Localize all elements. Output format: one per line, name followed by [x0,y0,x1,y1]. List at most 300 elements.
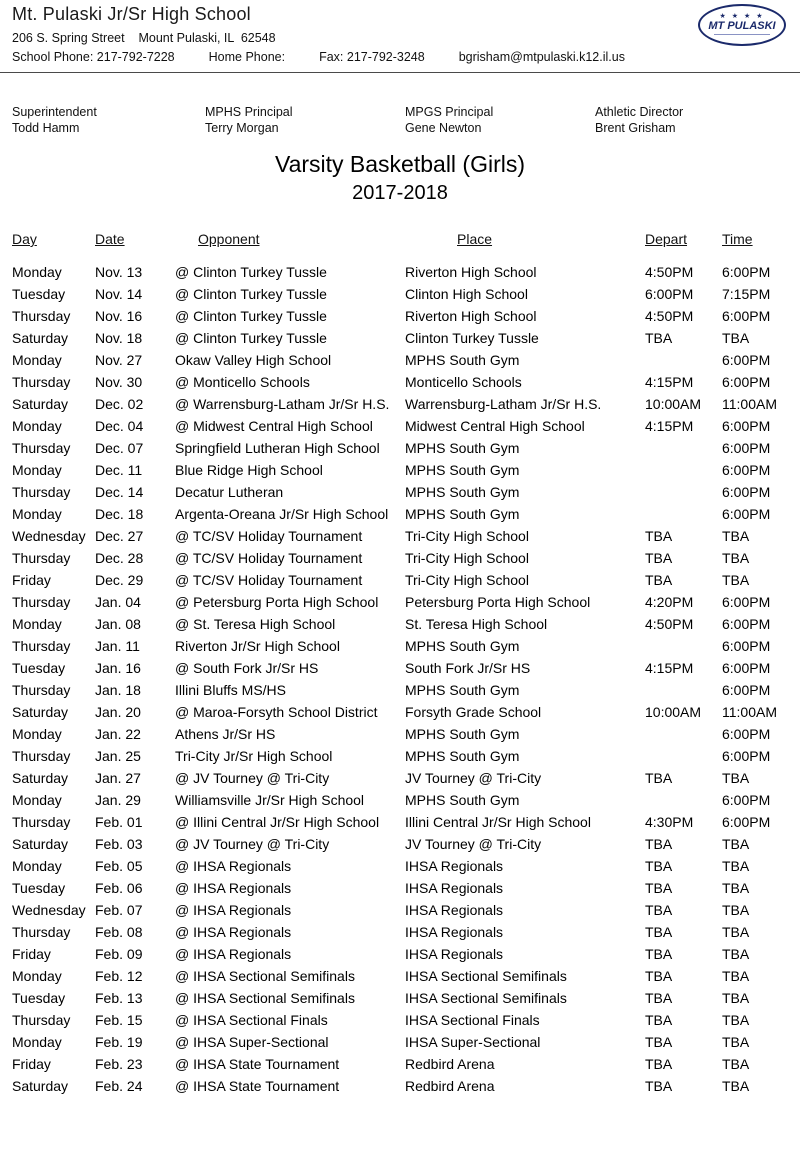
column-header-place: Place [457,231,493,247]
cell-day: Monday [12,725,62,742]
schedule-row [12,393,788,415]
page-subtitle: 2017-2018 [352,182,448,204]
schedule-row [12,503,788,525]
logo-text: MT PULASKI [708,20,776,32]
cell-day: Tuesday [12,879,66,896]
schedule-row [12,855,788,877]
cell-time: 6:00PM [722,417,771,434]
cell-time: 6:00PM [722,505,771,522]
cell-date: Feb. 12 [95,967,143,984]
schedule-row [12,459,788,481]
cell-depart [645,503,722,525]
cell-date: Dec. 29 [95,571,144,588]
cell-day: Thursday [12,483,71,500]
cell-opponent: @ IHSA Regionals [175,923,292,940]
cell-place: IHSA Regionals [405,923,504,940]
cell-place: Warrensburg-Latham Jr/Sr H.S. [405,395,602,412]
cell-place: Riverton High School [405,307,537,324]
cell-date: Jan. 04 [95,593,141,610]
cell-place: MPHS South Gym [405,483,520,500]
cell-depart: TBA [645,1055,673,1072]
cell-time: TBA [722,1055,750,1072]
cell-day: Saturday [12,835,69,852]
staff-superintendent [12,105,205,135]
cell-day: Wednesday [12,527,86,544]
cell-date: Nov. 14 [95,285,143,302]
cell-place: MPHS South Gym [405,505,520,522]
cell-depart: TBA [645,549,673,566]
cell-opponent: @ JV Tourney @ Tri-City [175,835,330,852]
schedule-row [12,679,788,701]
cell-depart: 4:20PM [645,593,694,610]
cell-depart: TBA [645,1011,673,1028]
logo-stars-icon: ★ ★ ★ ★ [719,13,765,20]
cell-time: TBA [722,989,750,1006]
cell-depart: TBA [645,901,673,918]
schedule-row [12,547,788,569]
page-title: Varsity Basketball (Girls) [274,151,526,177]
schedule-row [12,723,788,745]
cell-opponent: @ IHSA Sectional Semifinals [175,989,355,1006]
cell-day: Thursday [12,373,71,390]
schedule-row [12,415,788,437]
cell-time: 6:00PM [722,461,771,478]
schedule-row [12,481,788,503]
cell-date: Feb. 23 [95,1055,143,1072]
cell-place: Redbird Arena [405,1077,495,1094]
cell-date: Jan. 27 [95,769,141,786]
cell-depart: TBA [645,835,673,852]
home-phone: Home Phone: [208,50,286,64]
cell-date: Feb. 15 [95,1011,143,1028]
cell-depart: TBA [645,989,673,1006]
cell-time: TBA [722,571,750,588]
cell-time: TBA [722,1011,750,1028]
cell-opponent: @ Clinton Turkey Tussle [175,329,327,346]
cell-depart: TBA [645,923,673,940]
cell-day: Tuesday [12,285,66,302]
cell-day: Monday [12,791,62,808]
cell-place: MPHS South Gym [405,791,520,808]
cell-time: 11:00AM [722,395,777,412]
staff-name: Terry Morgan [205,121,279,135]
staff-title: Superintendent [12,105,97,119]
cell-depart: TBA [645,857,673,874]
cell-opponent: Okaw Valley High School [175,351,332,368]
cell-place: St. Teresa High School [405,615,548,632]
schedule-row [12,327,788,349]
cell-place: Clinton High School [405,285,528,302]
cell-time: 6:00PM [722,263,771,280]
cell-day: Monday [12,1033,62,1050]
column-header-day: Day [12,231,37,247]
cell-place: Redbird Arena [405,1055,495,1072]
cell-opponent: @ IHSA State Tournament [175,1077,340,1094]
cell-day: Thursday [12,681,71,698]
schedule-row [12,569,788,591]
cell-opponent: Williamsville Jr/Sr High School [175,791,365,808]
staff-row [0,105,800,135]
cell-place: IHSA Regionals [405,857,504,874]
cell-date: Dec. 02 [95,395,144,412]
schedule-row [12,943,788,965]
staff-athletic-director [595,105,788,135]
cell-depart: TBA [645,329,673,346]
school-logo [698,4,786,46]
cell-opponent: Decatur Lutheran [175,483,284,500]
schedule-body [12,261,788,1097]
cell-place: IHSA Sectional Semifinals [405,967,567,984]
fax-number: Fax: 217-792-3248 [319,50,425,64]
cell-day: Saturday [12,329,69,346]
cell-date: Nov. 18 [95,329,143,346]
cell-date: Dec. 11 [95,461,143,478]
schedule-row [12,1053,788,1075]
cell-depart [645,745,722,767]
cell-depart [645,349,722,371]
schedule-row [12,767,788,789]
cell-depart: TBA [645,879,673,896]
header-divider [0,72,800,73]
cell-time: TBA [722,967,750,984]
cell-day: Tuesday [12,659,66,676]
cell-date: Feb. 07 [95,901,143,918]
cell-date: Jan. 25 [95,747,141,764]
cell-depart: TBA [645,1077,673,1094]
cell-time: 6:00PM [722,725,771,742]
cell-time: TBA [722,835,750,852]
cell-day: Monday [12,263,62,280]
cell-depart: TBA [645,945,673,962]
cell-day: Thursday [12,593,71,610]
cell-place: IHSA Regionals [405,945,504,962]
schedule-row [12,591,788,613]
cell-time: 7:15PM [722,285,771,302]
cell-place: Tri-City High School [405,549,529,566]
cell-depart: TBA [645,571,673,588]
cell-place: MPHS South Gym [405,681,520,698]
cell-depart: 4:15PM [645,373,694,390]
cell-day: Thursday [12,813,71,830]
cell-depart: 10:00AM [645,703,702,720]
cell-opponent: @ TC/SV Holiday Tournament [175,527,363,544]
schedule-row [12,833,788,855]
cell-date: Jan. 16 [95,659,141,676]
cell-opponent: @ Warrensburg-Latham Jr/Sr H.S. [175,395,390,412]
schedule-row [12,349,788,371]
cell-date: Feb. 19 [95,1033,143,1050]
schedule-row [12,1031,788,1053]
cell-date: Jan. 29 [95,791,141,808]
cell-place: IHSA Regionals [405,879,504,896]
cell-date: Jan. 11 [95,637,140,654]
cell-time: TBA [722,857,750,874]
cell-place: IHSA Sectional Semifinals [405,989,567,1006]
cell-time: TBA [722,1077,750,1094]
cell-depart: 4:50PM [645,263,694,280]
cell-date: Feb. 13 [95,989,143,1006]
cell-opponent: Blue Ridge High School [175,461,323,478]
staff-title: MPGS Principal [405,105,494,119]
cell-day: Monday [12,505,62,522]
cell-day: Monday [12,461,62,478]
cell-opponent: Tri-City Jr/Sr High School [175,747,333,764]
cell-opponent: Illini Bluffs MS/HS [175,681,286,698]
cell-day: Saturday [12,703,69,720]
schedule-row [12,987,788,1009]
cell-day: Friday [12,945,51,962]
cell-opponent: @ Petersburg Porta High School [175,593,379,610]
cell-day: Thursday [12,1011,71,1028]
cell-place: Tri-City High School [405,571,529,588]
cell-place: Tri-City High School [405,527,529,544]
cell-time: 6:00PM [722,351,771,368]
column-header-depart: Depart [645,231,688,247]
cell-opponent: @ Midwest Central High School [175,417,373,434]
cell-time: 6:00PM [722,637,771,654]
cell-date: Feb. 24 [95,1077,143,1094]
cell-depart: TBA [645,527,673,544]
cell-date: Dec. 28 [95,549,144,566]
cell-place: JV Tourney @ Tri-City [405,835,542,852]
cell-place: Midwest Central High School [405,417,585,434]
email-address: bgrisham@mtpulaski.k12.il.us [458,50,625,64]
cell-time: 6:00PM [722,593,771,610]
staff-name: Brent Grisham [595,121,676,135]
school-name: Mt. Pulaski Jr/Sr High School [12,4,251,24]
cell-depart [645,789,722,811]
cell-opponent: Riverton Jr/Sr High School [175,637,340,654]
cell-opponent: @ South Fork Jr/Sr HS [175,659,319,676]
cell-opponent: @ Clinton Turkey Tussle [175,285,327,302]
cell-day: Tuesday [12,989,66,1006]
cell-depart [645,437,722,459]
staff-name: Todd Hamm [12,121,80,135]
cell-place: South Fork Jr/Sr HS [405,659,531,676]
schedule-header-row [12,231,788,261]
cell-date: Feb. 05 [95,857,143,874]
schedule-row [12,305,788,327]
cell-time: TBA [722,769,750,786]
cell-date: Nov. 27 [95,351,143,368]
cell-date: Feb. 01 [95,813,143,830]
cell-opponent: @ IHSA Regionals [175,945,292,962]
schedule-row [12,635,788,657]
schedule-row [12,899,788,921]
staff-title: MPHS Principal [205,105,293,119]
cell-place: MPHS South Gym [405,725,520,742]
cell-day: Monday [12,857,62,874]
cell-day: Thursday [12,637,71,654]
cell-place: Monticello Schools [405,373,522,390]
schedule-row [12,1075,788,1097]
cell-place: Forsyth Grade School [405,703,542,720]
cell-date: Jan. 20 [95,703,141,720]
cell-date: Dec. 14 [95,483,144,500]
staff-name: Gene Newton [405,121,482,135]
cell-depart: TBA [645,967,673,984]
cell-time: 6:00PM [722,307,771,324]
cell-time: TBA [722,945,750,962]
cell-opponent: @ IHSA Regionals [175,879,292,896]
school-phone: School Phone: 217-792-7228 [12,50,175,64]
staff-mphs-principal [205,105,405,135]
cell-time: 6:00PM [722,483,771,500]
cell-time: TBA [722,901,750,918]
cell-opponent: Springfield Lutheran High School [175,439,380,456]
schedule-row [12,657,788,679]
cell-place: Illini Central Jr/Sr High School [405,813,591,830]
schedule-row [12,283,788,305]
cell-opponent: @ JV Tourney @ Tri-City [175,769,330,786]
cell-day: Saturday [12,1077,69,1094]
cell-depart: 4:50PM [645,615,694,632]
schedule-row [12,965,788,987]
cell-place: MPHS South Gym [405,747,520,764]
schedule-row [12,261,788,283]
cell-date: Jan. 18 [95,681,141,698]
cell-time: 11:00AM [722,703,777,720]
cell-date: Dec. 07 [95,439,144,456]
cell-day: Thursday [12,439,71,456]
cell-place: MPHS South Gym [405,439,520,456]
cell-depart: 4:50PM [645,307,694,324]
cell-date: Feb. 08 [95,923,143,940]
schedule-row [12,921,788,943]
cell-date: Nov. 30 [95,373,143,390]
cell-place: Petersburg Porta High School [405,593,591,610]
cell-depart: TBA [645,1033,673,1050]
cell-time: 6:00PM [722,791,771,808]
cell-time: 6:00PM [722,439,771,456]
cell-date: Jan. 22 [95,725,141,742]
cell-time: TBA [722,527,750,544]
cell-depart: 4:30PM [645,813,694,830]
column-header-opponent: Opponent [198,231,260,247]
page-header [0,0,800,64]
cell-depart [645,459,722,481]
cell-depart [645,635,722,657]
cell-opponent: @ IHSA Regionals [175,901,292,918]
schedule-row [12,525,788,547]
cell-date: Dec. 18 [95,505,144,522]
cell-time: 6:00PM [722,615,771,632]
cell-opponent: @ TC/SV Holiday Tournament [175,571,363,588]
cell-day: Thursday [12,747,71,764]
cell-place: MPHS South Gym [405,351,520,368]
cell-place: MPHS South Gym [405,637,520,654]
cell-day: Monday [12,351,62,368]
school-address: 206 S. Spring Street Mount Pulaski, IL 62548 [12,31,276,45]
cell-place: Clinton Turkey Tussle [405,329,539,346]
schedule-row [12,789,788,811]
cell-depart: 4:15PM [645,659,694,676]
cell-depart: TBA [645,769,673,786]
cell-time: TBA [722,923,750,940]
cell-time: TBA [722,1033,750,1050]
cell-time: TBA [722,549,750,566]
cell-date: Feb. 09 [95,945,143,962]
cell-date: Feb. 06 [95,879,143,896]
cell-date: Nov. 13 [95,263,143,280]
cell-opponent: @ TC/SV Holiday Tournament [175,549,363,566]
cell-time: TBA [722,879,750,896]
cell-depart: 10:00AM [645,395,702,412]
cell-time: 6:00PM [722,681,771,698]
cell-depart: 4:15PM [645,417,694,434]
cell-place: IHSA Regionals [405,901,504,918]
cell-opponent: @ Maroa-Forsyth School District [175,703,378,720]
cell-opponent: @ Illini Central Jr/Sr High School [175,813,380,830]
schedule-row [12,437,788,459]
cell-day: Thursday [12,549,71,566]
cell-opponent: @ IHSA Regionals [175,857,292,874]
cell-day: Thursday [12,307,71,324]
cell-date: Jan. 08 [95,615,141,632]
schedule-row [12,1009,788,1031]
cell-day: Saturday [12,769,69,786]
cell-opponent: @ IHSA State Tournament [175,1055,340,1072]
cell-opponent: Athens Jr/Sr HS [175,725,276,742]
cell-place: IHSA Sectional Finals [405,1011,540,1028]
schedule-row [12,877,788,899]
cell-day: Friday [12,1055,51,1072]
cell-date: Dec. 04 [95,417,144,434]
cell-opponent: @ Clinton Turkey Tussle [175,263,327,280]
cell-day: Monday [12,967,62,984]
cell-opponent: @ St. Teresa High School [175,615,336,632]
cell-day: Monday [12,417,62,434]
schedule-row [12,613,788,635]
cell-date: Dec. 27 [95,527,144,544]
logo-tagline-rule [714,34,770,37]
cell-time: TBA [722,329,750,346]
cell-opponent: @ IHSA Sectional Finals [175,1011,328,1028]
cell-opponent: Argenta-Oreana Jr/Sr High School [175,505,389,522]
cell-depart [645,481,722,503]
schedule-row [12,811,788,833]
cell-date: Nov. 16 [95,307,143,324]
contact-line [12,50,788,64]
cell-time: 6:00PM [722,813,771,830]
cell-day: Monday [12,615,62,632]
column-header-time: Time [722,231,753,247]
schedule-table [12,231,788,1097]
schedule-row [12,745,788,767]
cell-depart [645,679,722,701]
schedule-row [12,701,788,723]
cell-place: MPHS South Gym [405,461,520,478]
cell-day: Friday [12,571,51,588]
cell-place: IHSA Super-Sectional [405,1033,541,1050]
cell-day: Wednesday [12,901,86,918]
cell-opponent: @ Monticello Schools [175,373,310,390]
cell-date: Feb. 03 [95,835,143,852]
cell-place: JV Tourney @ Tri-City [405,769,542,786]
staff-mpgs-principal [405,105,595,135]
cell-opponent: @ IHSA Sectional Semifinals [175,967,355,984]
cell-time: 6:00PM [722,373,771,390]
schedule-row [12,371,788,393]
cell-time: 6:00PM [722,659,771,676]
column-header-date: Date [95,231,125,247]
cell-depart [645,723,722,745]
cell-day: Thursday [12,923,71,940]
cell-depart: 6:00PM [645,285,694,302]
cell-place: Riverton High School [405,263,537,280]
cell-opponent: @ IHSA Super-Sectional [175,1033,329,1050]
cell-time: 6:00PM [722,747,771,764]
